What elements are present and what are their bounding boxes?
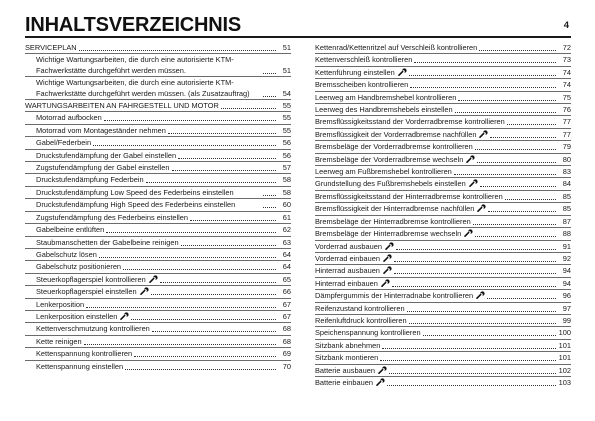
- toc-entry[interactable]: [315, 192, 571, 202]
- toc-entry-title: Kettenrad/Kettenritzel auf Verschleiß kontrollieren: [315, 43, 478, 52]
- dot-leader: [104, 120, 276, 121]
- entry-separator: [25, 76, 291, 77]
- entry-separator: [25, 198, 291, 199]
- dot-leader: [181, 245, 276, 246]
- toc-entry-page: 79: [562, 142, 571, 152]
- toc-entry-page: 61: [282, 212, 291, 222]
- toc-entry-title: Druckstufendämpfung der Gabel einstellen: [36, 150, 177, 160]
- entry-separator: [25, 273, 291, 274]
- toc-entry[interactable]: [315, 43, 571, 53]
- toc-entry-title: Lenkerposition einstellen: [36, 311, 118, 321]
- toc-entry-page: 58: [282, 175, 291, 185]
- entry-separator: [25, 248, 291, 249]
- toc-entry-title: Druckstufendämpfung Low Speed des Federbeins einstellen: [36, 187, 234, 197]
- dot-leader: [152, 331, 276, 332]
- toc-entry-page: 58: [282, 187, 291, 197]
- toc-entry-title: Sitzbank montieren: [315, 353, 379, 363]
- toc-entry-page: 64: [282, 249, 291, 259]
- dot-leader: [160, 282, 276, 283]
- toc-entry[interactable]: [315, 130, 571, 140]
- toc-entry-page: 56: [282, 138, 291, 148]
- toc-entry[interactable]: [25, 250, 291, 260]
- entry-separator: [315, 277, 571, 278]
- dot-leader: [479, 50, 556, 51]
- entry-separator: [25, 260, 291, 261]
- dot-leader: [394, 261, 556, 262]
- toc-entry-title: Sitzbank abnehmen: [315, 340, 381, 350]
- toc-entry-title: Dämpfergummis der Hinterradnabe kontrollieren: [315, 291, 474, 301]
- toc-entry-title: Druckstufendämpfung High Speed des Federbeins einstellen: [36, 200, 236, 210]
- entry-separator: [315, 339, 571, 340]
- dot-leader: [190, 220, 276, 221]
- page-title: INHALTSVERZEICHNIS: [25, 14, 242, 36]
- dot-leader: [84, 344, 276, 345]
- toc-entry[interactable]: [315, 328, 571, 338]
- dot-leader: [394, 273, 556, 274]
- toc-entry-title: WARTUNGSARBEITEN AN FAHRGESTELL UND MOTOR: [25, 101, 219, 111]
- toc-entry[interactable]: [315, 304, 571, 314]
- toc-entry[interactable]: [25, 275, 291, 285]
- entry-separator: [25, 322, 291, 323]
- toc-entry-page: 91: [562, 241, 571, 251]
- wrench-icon: [466, 155, 475, 163]
- entry-separator: [315, 115, 571, 116]
- toc-entry[interactable]: [315, 217, 571, 227]
- toc-entry-page: 84: [562, 179, 571, 189]
- entry-separator: [25, 236, 291, 237]
- toc-entry[interactable]: [315, 229, 571, 239]
- toc-entry-page: 77: [562, 129, 571, 139]
- toc-entry-page: 56: [282, 150, 291, 160]
- entry-separator: [315, 289, 571, 290]
- toc-entry[interactable]: [25, 262, 291, 272]
- toc-entry-page: 55: [282, 125, 291, 135]
- dot-leader: [488, 211, 556, 212]
- dot-leader: [93, 145, 276, 146]
- dot-leader: [505, 199, 556, 200]
- dot-leader: [473, 224, 556, 225]
- toc-entry-page: 51: [282, 43, 291, 52]
- toc-entry[interactable]: [25, 312, 291, 322]
- toc-entry[interactable]: [315, 242, 571, 252]
- toc-entry[interactable]: [25, 175, 291, 185]
- toc-entry[interactable]: [25, 225, 291, 235]
- entry-separator: [315, 314, 571, 315]
- dot-leader: [475, 149, 556, 150]
- entry-separator: [315, 364, 571, 365]
- dot-leader: [380, 360, 555, 361]
- toc-entry-title: Druckstufendämpfung Federbein: [36, 175, 144, 185]
- dot-leader: [151, 294, 276, 295]
- dot-leader: [458, 100, 556, 101]
- entry-separator: [315, 128, 571, 129]
- toc-entry[interactable]: [315, 353, 571, 363]
- dot-leader: [490, 137, 556, 138]
- entry-separator: [315, 376, 571, 377]
- toc-entry[interactable]: [315, 366, 571, 376]
- dot-leader: [263, 195, 276, 196]
- toc-entry-page: 74: [562, 67, 571, 77]
- toc-entry-title: Hinterrad einbauen: [315, 278, 378, 288]
- toc-entry[interactable]: [315, 254, 571, 264]
- toc-entry-title: Leerweg am Fußbremshebel kontrollieren: [315, 167, 452, 177]
- toc-entry-page: 70: [282, 361, 291, 371]
- toc-entry-page: 64: [282, 262, 291, 272]
- wrench-icon: [120, 312, 129, 320]
- entry-separator: [315, 302, 571, 303]
- toc-entry[interactable]: [315, 316, 571, 326]
- toc-entry-page: 77: [562, 117, 571, 127]
- toc-entry-title: Kettenspannung kontrollieren: [36, 349, 133, 359]
- entry-separator: [25, 99, 291, 100]
- toc-entry[interactable]: [25, 113, 291, 123]
- toc-entry[interactable]: [315, 55, 571, 65]
- entry-separator: [315, 351, 571, 352]
- entry-separator: [315, 202, 571, 203]
- toc-entry-title: Staubmanschetten der Gabelbeine reinigen: [36, 237, 179, 247]
- toc-entry-title: Bremsflüssigkeitsstand der Hinterradbremse kontrollieren: [315, 191, 503, 201]
- toc-entry-page: 87: [562, 216, 571, 226]
- dot-leader: [79, 50, 276, 51]
- toc-entry[interactable]: [25, 151, 291, 161]
- toc-entry-title: Kettenführung einstellen: [315, 67, 395, 77]
- toc-entry[interactable]: [25, 188, 291, 198]
- dot-leader: [407, 311, 556, 312]
- entry-separator: [315, 140, 571, 141]
- toc-entry-title: Wichtige Wartungsarbeiten, die durch eine autorisierte KTM-Fachwerkstätte durchgeführt werden müssen. (als Zusatzauftrag): [36, 78, 250, 98]
- dot-leader: [414, 62, 556, 63]
- toc-entry-page: 54: [282, 88, 291, 98]
- toc-entry[interactable]: [25, 349, 291, 359]
- toc-entry-title: Gabelschutz lösen: [36, 249, 97, 259]
- entry-separator: [25, 223, 291, 224]
- entry-separator: [315, 227, 571, 228]
- toc-entry-page: 94: [562, 278, 571, 288]
- toc-entry-title: Batterie einbauen: [315, 377, 373, 387]
- toc-entry[interactable]: [315, 105, 571, 115]
- toc-right-column: [315, 43, 571, 388]
- wrench-icon: [383, 266, 392, 274]
- toc-entry[interactable]: [315, 68, 571, 78]
- toc-entry[interactable]: [25, 238, 291, 248]
- toc-entry-page: 94: [562, 266, 571, 276]
- entry-separator: [25, 335, 291, 336]
- toc-entry-title: Kettenverschleiß kontrollieren: [315, 55, 413, 65]
- entry-separator: [315, 153, 571, 154]
- toc-entry-title: Bremsbeläge der Vorderradbremse wechseln: [315, 154, 464, 164]
- toc-entry[interactable]: [25, 362, 291, 372]
- toc-entry-page: 83: [562, 167, 571, 177]
- toc-entry-title: Bremsflüssigkeitsstand der Vorderradbremse kontrollieren: [315, 117, 505, 127]
- toc-entry-page: 96: [562, 291, 571, 301]
- dot-leader: [475, 236, 556, 237]
- entry-separator: [315, 78, 571, 79]
- toc-entry[interactable]: [25, 300, 291, 310]
- entry-separator: [25, 285, 291, 286]
- toc-entry-title: Steuerkopflagerspiel einstellen: [36, 287, 137, 297]
- toc-entry-page: 99: [562, 315, 571, 325]
- toc-entry-title: Reifenzustand kontrollieren: [315, 303, 405, 313]
- toc-entry[interactable]: [25, 101, 291, 111]
- toc-entry-title: Kettenspannung einstellen: [36, 361, 124, 371]
- toc-entry-page: 102: [558, 365, 571, 375]
- toc-entry-page: 85: [562, 204, 571, 214]
- toc-entry-page: 97: [562, 303, 571, 313]
- dot-leader: [86, 307, 276, 308]
- toc-entry-title: Zugstufendämpfung der Gabel einstellen: [36, 163, 170, 173]
- toc-entry-title: Hinterrad ausbauen: [315, 266, 380, 276]
- toc-entry[interactable]: [315, 155, 571, 165]
- toc-entry-page: 57: [282, 163, 291, 173]
- toc-entry-page: 101: [558, 340, 571, 350]
- toc-entry[interactable]: [25, 78, 291, 99]
- wrench-icon: [398, 68, 407, 76]
- entry-separator: [315, 103, 571, 104]
- wrench-icon: [469, 179, 478, 187]
- toc-entry-title: Zugstufendämpfung des Federbeins einstellen: [36, 212, 189, 222]
- toc-entry-title: Gabelschutz positionieren: [36, 262, 122, 272]
- dot-leader: [454, 174, 556, 175]
- toc-entry[interactable]: [25, 55, 291, 76]
- toc-entry-page: 66: [282, 287, 291, 297]
- wrench-icon: [378, 366, 387, 374]
- toc-entry-title: Grundstellung des Fußbremshebels einstellen: [315, 179, 466, 189]
- wrench-icon: [464, 229, 473, 237]
- dot-leader: [389, 373, 556, 374]
- toc-entry-page: 55: [282, 113, 291, 123]
- entry-separator: [315, 240, 571, 241]
- toc-entry-title: Leerweg am Handbremshebel kontrollieren: [315, 92, 457, 102]
- toc-entry-title: Wichtige Wartungsarbeiten, die durch eine autorisierte KTM-Fachwerkstätte durchgeführt werden müssen.: [36, 55, 234, 75]
- toc-entry-title: Steuerkopflagerspiel kontrollieren: [36, 274, 146, 284]
- entry-separator: [25, 161, 291, 162]
- toc-entry-title: Bremsbeläge der Vorderradbremse kontrollieren: [315, 142, 473, 152]
- dot-leader: [423, 335, 556, 336]
- toc-entry-page: 76: [562, 105, 571, 115]
- toc-entry[interactable]: [25, 43, 291, 53]
- dot-leader: [392, 286, 556, 287]
- entry-separator: [25, 310, 291, 311]
- toc-entry-page: 73: [562, 55, 571, 65]
- toc-entry-title: Bremsbeläge der Hinterradbremse wechseln: [315, 229, 462, 239]
- toc-entry[interactable]: [25, 126, 291, 136]
- wrench-icon: [376, 378, 385, 386]
- toc-entry[interactable]: [25, 200, 291, 210]
- entry-separator: [25, 360, 291, 361]
- entry-separator: [25, 136, 291, 137]
- dot-leader: [477, 162, 556, 163]
- toc-entry[interactable]: [25, 138, 291, 148]
- toc-entry[interactable]: [315, 378, 571, 388]
- toc-entry[interactable]: [315, 279, 571, 289]
- entry-separator: [25, 211, 291, 212]
- toc-entry-title: Vorderrad einbauen: [315, 253, 380, 263]
- entry-separator: [315, 53, 571, 54]
- toc-entry-page: 60: [282, 200, 291, 210]
- toc-entry-page: 63: [282, 237, 291, 247]
- dot-leader: [172, 170, 276, 171]
- toc-entry[interactable]: [315, 167, 571, 177]
- toc-entry[interactable]: [315, 291, 571, 301]
- dot-leader: [221, 108, 276, 109]
- entry-separator: [315, 66, 571, 67]
- toc-entry-title: Bremsbeläge der Hinterradbremse kontrollieren: [315, 216, 471, 226]
- toc-entry-page: 67: [282, 299, 291, 309]
- header-rule: [25, 36, 571, 38]
- entry-separator: [315, 252, 571, 253]
- toc-entry-page: 69: [282, 349, 291, 359]
- wrench-icon: [477, 204, 486, 212]
- wrench-icon: [149, 275, 158, 283]
- entry-separator: [25, 111, 291, 112]
- toc-entry-title: Lenkerposition: [36, 299, 85, 309]
- dot-leader: [168, 133, 276, 134]
- toc-entry[interactable]: [25, 163, 291, 173]
- dot-leader: [99, 257, 276, 258]
- entry-separator: [25, 124, 291, 125]
- toc-entry-title: Motorrad aufbocken: [36, 113, 102, 123]
- toc-entry-page: 80: [562, 154, 571, 164]
- toc-entry-title: Reifenluftdruck kontrollieren: [315, 315, 407, 325]
- toc-left-column: [25, 43, 291, 372]
- toc-entry-page: 74: [562, 80, 571, 90]
- toc-entry-title: Kette reinigen: [36, 336, 82, 346]
- entry-separator: [25, 347, 291, 348]
- toc-entry-page: 55: [282, 101, 291, 111]
- toc-entry[interactable]: [25, 337, 291, 347]
- wrench-icon: [479, 130, 488, 138]
- dot-leader: [263, 96, 276, 97]
- toc-entry-page: 72: [562, 43, 571, 52]
- toc-entry-title: Gabel/Federbein: [36, 138, 92, 148]
- entry-separator: [315, 215, 571, 216]
- toc-entry[interactable]: [25, 324, 291, 334]
- toc-entry-title: Bremsscheiben kontrollieren: [315, 80, 409, 90]
- toc-entry-title: Leerweg des Handbremshebels einstellen: [315, 105, 453, 115]
- toc-entry-page: 92: [562, 253, 571, 263]
- toc-entry-title: Gabelbeine entlüften: [36, 225, 105, 235]
- entry-separator: [315, 190, 571, 191]
- toc-entry[interactable]: [315, 117, 571, 127]
- dot-leader: [487, 298, 556, 299]
- toc-entry[interactable]: [315, 93, 571, 103]
- dot-leader: [455, 112, 556, 113]
- toc-entry-title: Kettenverschmutzung kontrollieren: [36, 324, 150, 334]
- toc-entry-title: SERVICEPLAN: [25, 43, 77, 52]
- dot-leader: [131, 319, 276, 320]
- page-header: [25, 14, 571, 36]
- toc-entry-title: Motorrad vom Montageständer nehmen: [36, 125, 166, 135]
- toc-entry-page: 68: [282, 324, 291, 334]
- toc-entry-title: Vorderrad ausbauen: [315, 241, 382, 251]
- page-number: 4: [563, 20, 569, 31]
- toc-entry-page: 67: [282, 311, 291, 321]
- dot-leader: [387, 385, 556, 386]
- dot-leader: [507, 124, 556, 125]
- entry-separator: [25, 173, 291, 174]
- dot-leader: [106, 232, 276, 233]
- dot-leader: [123, 269, 276, 270]
- toc-entry-page: 100: [558, 328, 571, 338]
- toc-entry-title: Bremsflüssigkeit der Hinterradbremse nachfüllen: [315, 204, 475, 214]
- toc-entry[interactable]: [25, 287, 291, 297]
- toc-entry-title: Bremsflüssigkeit der Vorderradbremse nachfüllen: [315, 129, 477, 139]
- dot-leader: [480, 186, 556, 187]
- toc-entry[interactable]: [315, 266, 571, 276]
- dot-leader: [134, 356, 276, 357]
- toc-entry-page: 65: [282, 274, 291, 284]
- entry-separator: [25, 186, 291, 187]
- toc-entry-title: Speichenspannung kontrollieren: [315, 328, 421, 338]
- toc-entry[interactable]: [315, 142, 571, 152]
- wrench-icon: [383, 254, 392, 262]
- toc-entry[interactable]: [315, 80, 571, 90]
- dot-leader: [178, 158, 276, 159]
- entry-separator: [315, 165, 571, 166]
- toc-entry[interactable]: [315, 179, 571, 189]
- dot-leader: [409, 75, 556, 76]
- entry-separator: [315, 177, 571, 178]
- dot-leader: [146, 182, 276, 183]
- entry-separator: [25, 53, 291, 54]
- dot-leader: [409, 323, 556, 324]
- wrench-icon: [476, 291, 485, 299]
- toc-entry[interactable]: [315, 341, 571, 351]
- entry-separator: [315, 326, 571, 327]
- entry-separator: [25, 298, 291, 299]
- wrench-icon: [385, 242, 394, 250]
- toc-entry-title: Batterie ausbauen: [315, 365, 375, 375]
- toc-entry[interactable]: [315, 204, 571, 214]
- toc-entry-page: 85: [562, 191, 571, 201]
- dot-leader: [410, 87, 556, 88]
- dot-leader: [263, 73, 276, 74]
- entry-separator: [25, 149, 291, 150]
- toc-entry-page: 51: [282, 65, 291, 75]
- wrench-icon: [381, 279, 390, 287]
- toc-entry-page: 62: [282, 225, 291, 235]
- entry-separator: [315, 264, 571, 265]
- dot-leader: [125, 369, 276, 370]
- toc-entry-page: 101: [558, 353, 571, 363]
- dot-leader: [382, 348, 555, 349]
- entry-separator: [315, 91, 571, 92]
- wrench-icon: [140, 287, 149, 295]
- toc-entry-page: 75: [562, 92, 571, 102]
- toc-entry-page: 88: [562, 229, 571, 239]
- toc-entry-page: 103: [558, 377, 571, 387]
- dot-leader: [396, 249, 556, 250]
- dot-leader: [263, 207, 276, 208]
- toc-entry[interactable]: [25, 213, 291, 223]
- toc-entry-page: 68: [282, 336, 291, 346]
